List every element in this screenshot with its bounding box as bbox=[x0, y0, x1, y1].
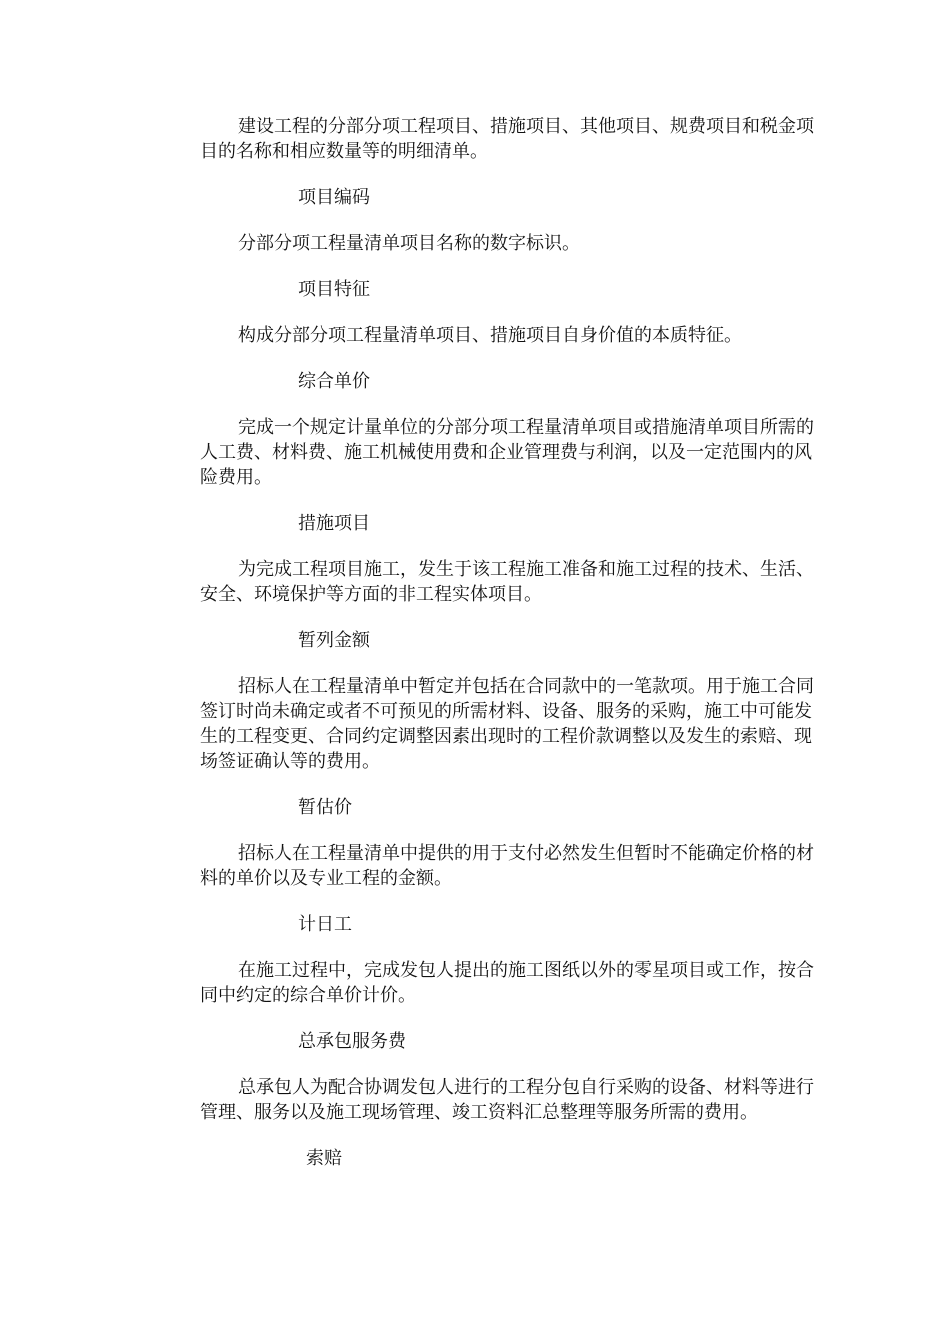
document-body bbox=[200, 114, 815, 1171]
term-heading-general-contractor-service-fee: 总承包服务费 bbox=[298, 1031, 406, 1052]
paragraph-measure-items-definition: 为完成工程项目施工，发生于该工程施工准备和施工过程的技术、生活、安全、环境保护等方面的非工程实体项目。 bbox=[200, 559, 814, 605]
term-heading-provisional-sum: 暂列金额 bbox=[298, 630, 370, 651]
term-heading-claim: 索赔 bbox=[306, 1148, 342, 1169]
term-heading-estimated-price: 暂估价 bbox=[298, 797, 352, 818]
term-heading-measure-items: 措施项目 bbox=[298, 513, 370, 534]
term-heading-daywork: 计日工 bbox=[298, 914, 352, 935]
paragraph-bill-of-quantities-definition: 建设工程的分部分项工程项目、措施项目、其他项目、规费项目和税金项目的名称和相应数量等的明细清单。 bbox=[200, 116, 814, 162]
paragraph-general-contractor-service-fee-definition: 总承包人为配合协调发包人进行的工程分包自行采购的设备、材料等进行管理、服务以及施工现场管理、竣工资料汇总整理等服务所需的费用。 bbox=[200, 1077, 814, 1123]
paragraph-item-features-definition: 构成分部分项工程量清单项目、措施项目自身价值的本质特征。 bbox=[238, 325, 742, 346]
paragraph-daywork-definition: 在施工过程中，完成发包人提出的施工图纸以外的零星项目或工作，按合同中约定的综合单价计价。 bbox=[200, 960, 814, 1006]
paragraph-item-code-definition: 分部分项工程量清单项目名称的数字标识。 bbox=[238, 233, 580, 254]
term-heading-item-features: 项目特征 bbox=[298, 279, 370, 300]
paragraph-provisional-sum-definition: 招标人在工程量清单中暂定并包括在合同款中的一笔款项。用于施工合同签订时尚未确定或者不可预见的所需材料、设备、服务的采购，施工中可能发生的工程变更、合同约定调整因素出现时的工程价款调整以及发生的索赔、现场签证确认等的费用。 bbox=[200, 676, 814, 772]
term-heading-item-code: 项目编码 bbox=[298, 187, 370, 208]
paragraph-estimated-price-definition: 招标人在工程量清单中提供的用于支付必然发生但暂时不能确定价格的材料的单价以及专业工程的金额。 bbox=[200, 843, 814, 889]
term-heading-comprehensive-unit-price: 综合单价 bbox=[298, 371, 370, 392]
paragraph-comprehensive-unit-price-definition: 完成一个规定计量单位的分部分项工程量清单项目或措施清单项目所需的人工费、材料费、施工机械使用费和企业管理费与利润，以及一定范围内的风险费用。 bbox=[200, 417, 814, 488]
